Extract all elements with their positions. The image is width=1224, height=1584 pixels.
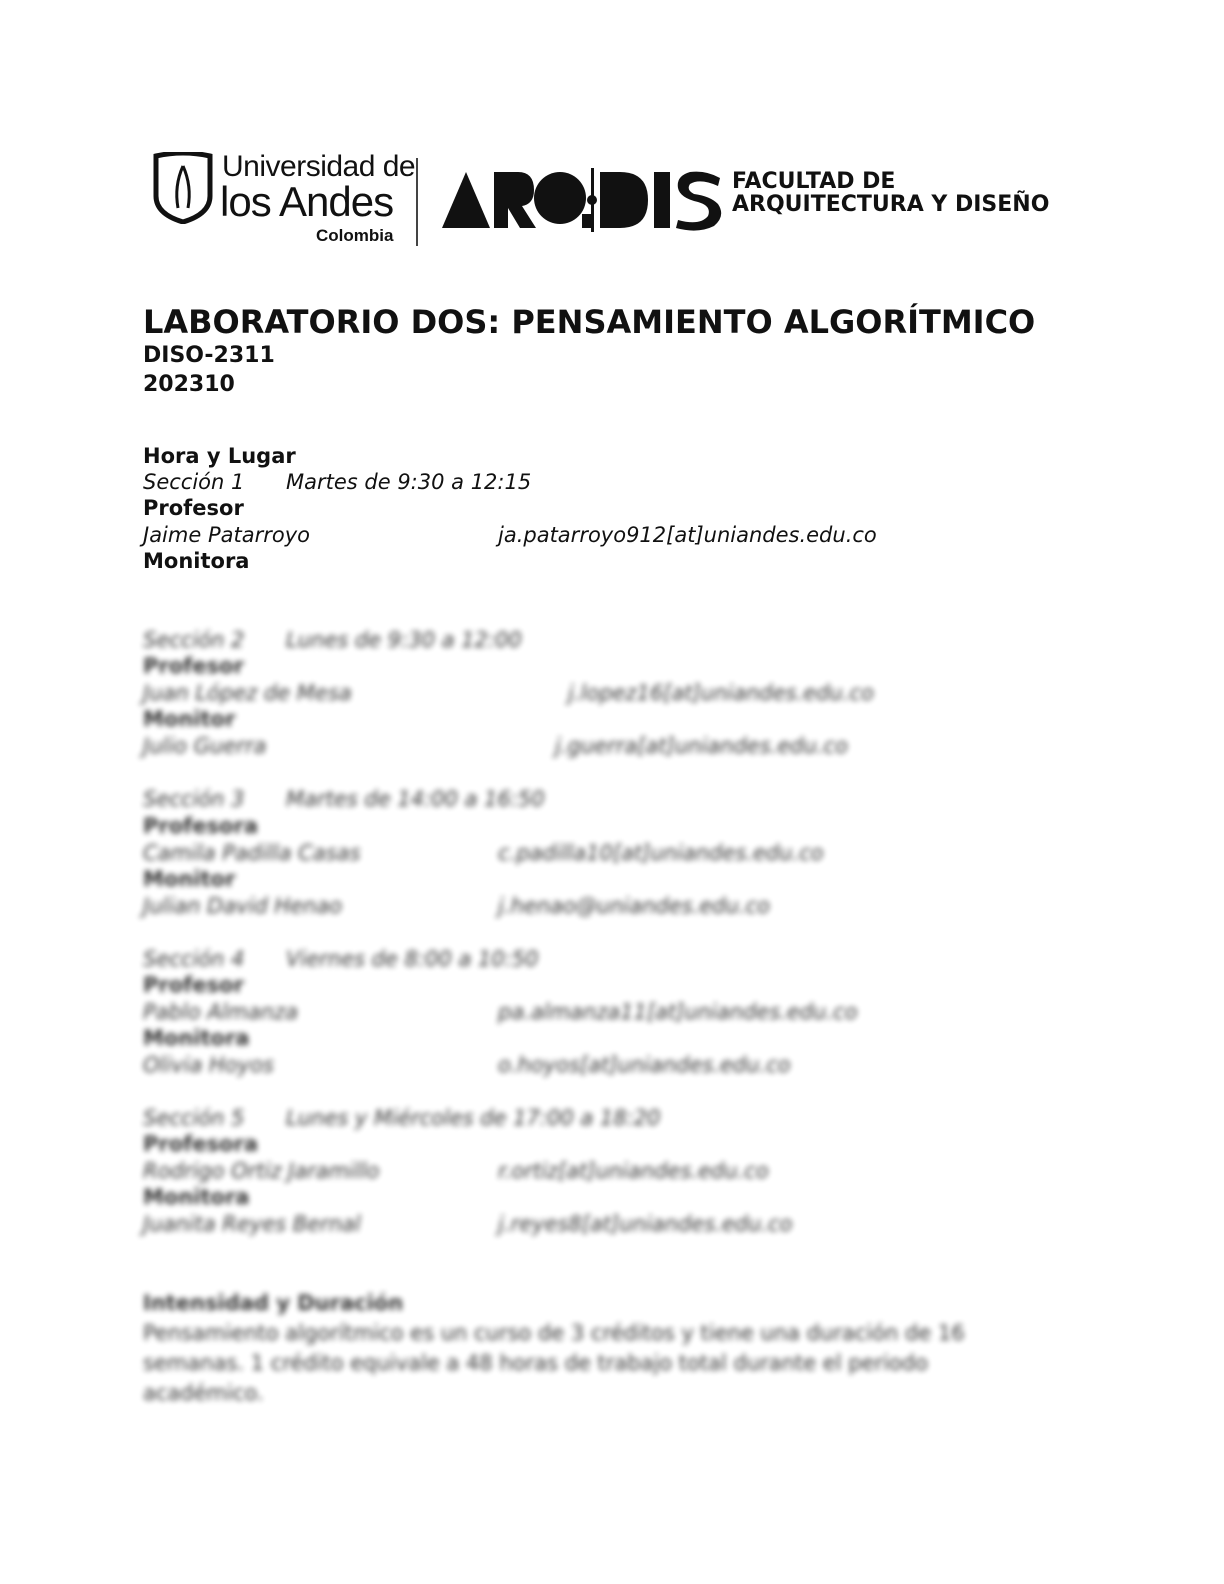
blurred-prof-email: r.ortiz[at]uniandes.edu.co xyxy=(498,1159,769,1183)
logo-divider xyxy=(416,158,418,246)
blurred-prof-label: Profesor xyxy=(143,654,244,678)
intensity-line-1: Pensamiento algorítmico es un curso de 3 créditos y tiene una duración de 16 xyxy=(143,1321,965,1345)
blurred-prof-email: pa.almanza11[at]uniandes.edu.co xyxy=(498,1000,858,1024)
faculty-name-line1: FACULTAD DE xyxy=(732,169,896,194)
faculty-name-line2: ARQUITECTURA Y DISEÑO xyxy=(732,192,1050,217)
blurred-prof-label: Profesora xyxy=(143,814,259,838)
blurred-prof-email: c.padilla10[at]uniandes.edu.co xyxy=(498,841,824,865)
schedule-heading: Hora y Lugar xyxy=(143,444,296,468)
blurred-mon-label: Monitora xyxy=(143,1026,250,1050)
blurred-prof-name: Rodrigo Ortiz Jaramillo xyxy=(143,1159,380,1183)
blurred-mon-email: j.guerra[at]uniandes.edu.co xyxy=(555,734,848,758)
section-time: Martes de 9:30 a 12:15 xyxy=(286,470,532,494)
blurred-mon-name: Olivia Hoyos xyxy=(143,1053,274,1077)
university-country: Colombia xyxy=(316,226,394,245)
course-code: DISO-2311 xyxy=(143,343,275,368)
blurred-section-label: Sección 2 xyxy=(143,628,245,652)
blurred-mon-label: Monitor xyxy=(143,707,236,731)
blurred-prof-email: j.lopez16[at]uniandes.edu.co xyxy=(568,681,874,705)
blurred-section-time: Martes de 14:00 a 16:50 xyxy=(286,787,545,811)
university-name-line1: Universidad de xyxy=(222,150,416,183)
blurred-section-time: Lunes de 9:30 a 12:00 xyxy=(286,628,522,652)
blurred-mon-label: Monitor xyxy=(143,867,236,891)
universidad-de-los-andes-logo xyxy=(150,150,416,250)
blurred-prof-label: Profesora xyxy=(143,1132,259,1156)
faculty-name xyxy=(732,170,1049,216)
blurred-section-label: Sección 4 xyxy=(143,947,245,971)
document-title: LABORATORIO DOS: PENSAMIENTO ALGORÍTMICO xyxy=(143,303,1036,341)
professor-name: Jaime Patarroyo xyxy=(143,523,310,547)
blurred-section-label: Sección 5 xyxy=(143,1106,245,1130)
blurred-section-time: Lunes y Miércoles de 17:00 a 18:20 xyxy=(286,1106,661,1130)
blurred-mon-email: o.hoyos[at]uniandes.edu.co xyxy=(498,1053,791,1077)
blurred-prof-name: Camila Padilla Casas xyxy=(143,841,361,865)
blurred-prof-label: Profesor xyxy=(143,973,244,997)
blurred-mon-name: Juanita Reyes Bernal xyxy=(143,1212,361,1236)
blurred-mon-email: j.henao@uniandes.edu.co xyxy=(498,894,770,918)
intensity-line-3: académico. xyxy=(143,1381,264,1405)
university-shield-icon xyxy=(150,152,216,224)
blurred-mon-email: j.reyes8[at]uniandes.edu.co xyxy=(498,1212,793,1236)
blurred-mon-label: Monitora xyxy=(143,1185,250,1209)
page-header xyxy=(150,150,1070,250)
university-name-line2: los Andes xyxy=(220,178,394,225)
professor-email: ja.patarroyo912[at]uniandes.edu.co xyxy=(498,523,877,547)
professor-label: Profesor xyxy=(143,496,244,520)
blurred-mon-name: Julian David Henao xyxy=(143,894,343,918)
section-label: Sección 1 xyxy=(143,470,245,494)
blurred-section-label: Sección 3 xyxy=(143,787,245,811)
blurred-mon-name: Julio Guerra xyxy=(143,734,267,758)
blurred-section-time: Viernes de 8:00 a 10:50 xyxy=(286,947,539,971)
monitor-label: Monitora xyxy=(143,549,250,573)
intensity-line-2: semanas. 1 crédito equivale a 48 horas de trabajo total durante el periodo xyxy=(143,1351,928,1375)
intensity-heading: Intensidad y Duración xyxy=(143,1291,404,1315)
blurred-prof-name: Pablo Almanza xyxy=(143,1000,298,1024)
course-period: 202310 xyxy=(143,372,235,397)
blurred-prof-name: Juan López de Mesa xyxy=(143,681,352,705)
arqdis-logo xyxy=(442,168,722,232)
